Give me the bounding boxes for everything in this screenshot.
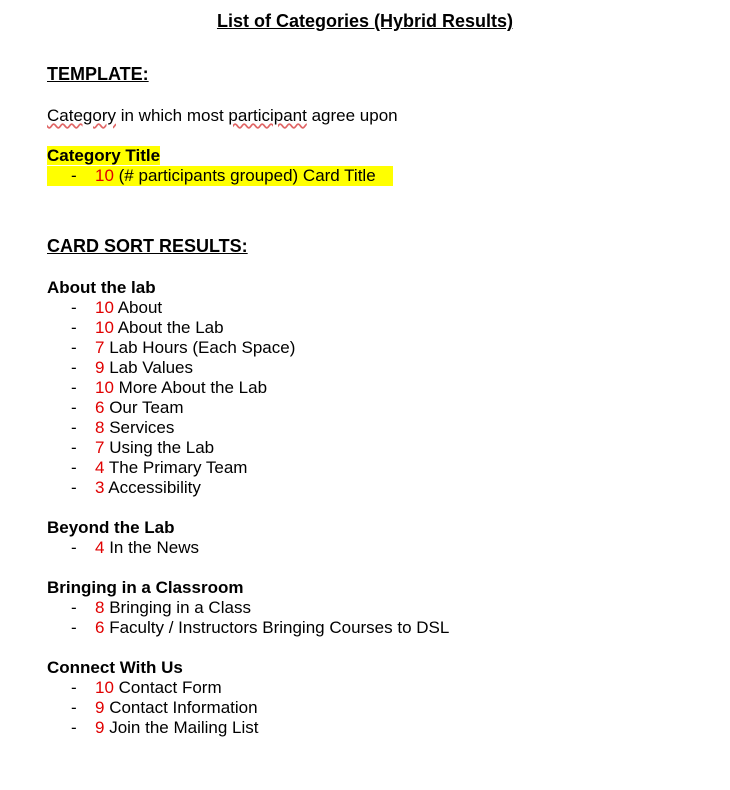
misspelled-word: Category: [47, 106, 116, 125]
misspelled-word: participant: [228, 106, 307, 125]
template-item: [47, 166, 393, 186]
bullet-dash: -: [71, 378, 77, 397]
bullet-dash: -: [71, 538, 77, 557]
document-title: List of Categories (Hybrid Results): [216, 11, 514, 31]
participant-count: 4: [95, 458, 105, 477]
category-title: About the lab: [47, 278, 156, 297]
participant-count: 6: [95, 398, 105, 417]
participant-count: 10: [95, 678, 114, 697]
bullet-dash: -: [71, 598, 77, 617]
card-title: Contact Form: [118, 678, 222, 697]
template-description: Category in which most participant agree upon: [47, 106, 398, 125]
bullet-dash: -: [71, 338, 77, 357]
participant-count: 8: [95, 598, 105, 617]
template-heading: TEMPLATE:: [47, 64, 149, 84]
bullet-dash: -: [71, 718, 77, 737]
card-title: Our Team: [109, 398, 184, 417]
card-title: The Primary Team: [108, 458, 248, 477]
card-title: Faculty / Instructors Bringing Courses to DSL: [109, 618, 450, 637]
participant-count: 10: [95, 378, 114, 397]
participant-count: 4: [95, 538, 105, 557]
bullet-dash: -: [71, 166, 77, 185]
bullet-dash: -: [71, 358, 77, 377]
card-title: Lab Values: [109, 358, 194, 377]
participant-count: 7: [95, 338, 105, 357]
bullet-dash: -: [71, 478, 77, 497]
participant-count: 10: [95, 318, 114, 337]
bullet-dash: -: [71, 698, 77, 717]
card-title: Lab Hours (Each Space): [109, 338, 296, 357]
card-title: Contact Information: [109, 698, 258, 717]
participant-count: 9: [95, 718, 105, 737]
results-heading: CARD SORT RESULTS:: [47, 236, 248, 256]
participant-count: 7: [95, 438, 105, 457]
card-title: Join the Mailing List: [109, 718, 259, 737]
category-title: Connect With Us: [47, 658, 183, 677]
card-title: About: [117, 298, 163, 317]
template-count: 10: [95, 166, 114, 185]
card-title: In the News: [109, 538, 199, 557]
category-title: Bringing in a Classroom: [47, 578, 244, 597]
bullet-dash: -: [71, 458, 77, 477]
bullet-dash: -: [71, 298, 77, 317]
bullet-dash: -: [71, 318, 77, 337]
bullet-dash: -: [71, 398, 77, 417]
bullet-dash: -: [71, 678, 77, 697]
bullet-dash: -: [71, 618, 77, 637]
card-title: More About the Lab: [118, 378, 268, 397]
card-title: Bringing in a Class: [109, 598, 251, 617]
participant-count: 8: [95, 418, 105, 437]
participant-count: 9: [95, 698, 105, 717]
participant-count: 10: [95, 298, 114, 317]
card-title: Using the Lab: [109, 438, 215, 457]
template-item-text: (# participants grouped) Card Title: [113, 166, 376, 185]
participant-count: 3: [95, 478, 105, 497]
participant-count: 9: [95, 358, 105, 377]
bullet-dash: -: [71, 438, 77, 457]
card-title: Accessibility: [108, 478, 201, 497]
card-title: About the Lab: [117, 318, 224, 337]
bullet-dash: -: [71, 418, 77, 437]
category-title: Beyond the Lab: [47, 518, 175, 537]
card-title: Services: [109, 418, 175, 437]
template-category-title: Category Title: [47, 146, 161, 165]
participant-count: 6: [95, 618, 105, 637]
